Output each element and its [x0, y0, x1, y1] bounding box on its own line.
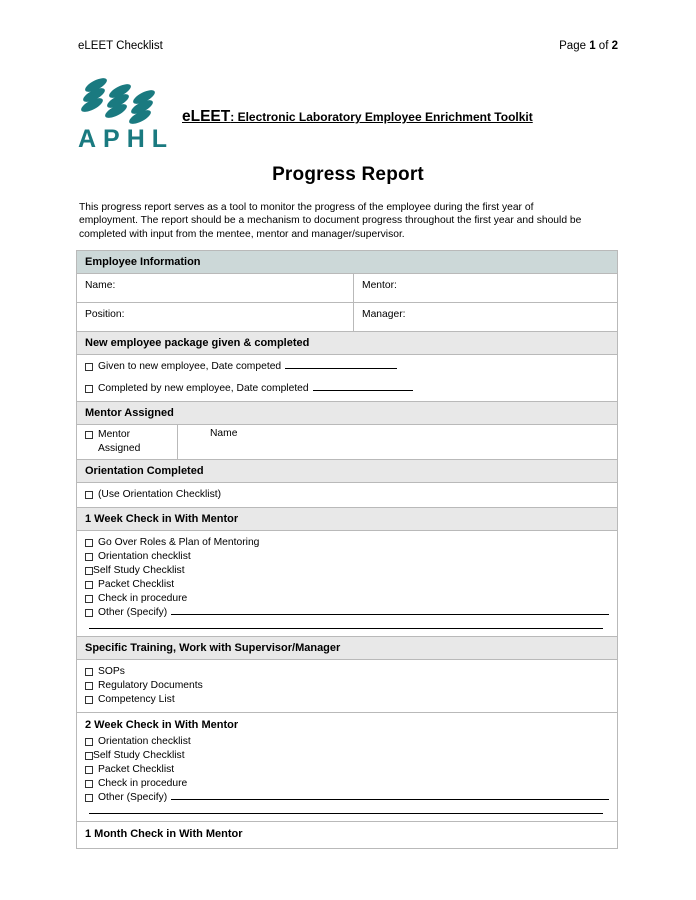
section-header-new-employee-package: New employee package given & completed — [77, 332, 617, 355]
checkbox-row[interactable] — [85, 536, 609, 550]
field-mentor[interactable]: Mentor: — [362, 280, 397, 291]
checkbox-label: Orientation checklist — [98, 736, 191, 747]
checkbox-label: Self Study Checklist — [93, 750, 185, 761]
checkbox-row[interactable] — [85, 550, 609, 564]
checkbox-row[interactable] — [85, 763, 609, 777]
section-header-mentor-assigned: Mentor Assigned — [77, 402, 617, 425]
checkbox-row[interactable] — [77, 425, 178, 459]
page-title: Progress Report — [272, 164, 424, 185]
mentor-name-field[interactable]: Name — [210, 428, 238, 439]
checkbox-label: Check in procedure — [98, 778, 188, 789]
checkbox-icon[interactable] — [85, 752, 93, 760]
field-manager[interactable]: Manager: — [362, 309, 406, 320]
blank-write-in-line[interactable] — [89, 628, 603, 629]
checkbox-label: Check in procedure — [98, 593, 188, 604]
checkbox-label: Other (Specify) — [98, 607, 168, 618]
checkbox-row-inner[interactable] — [85, 428, 172, 456]
checkbox-icon[interactable] — [85, 567, 93, 575]
section-body-new-employee-package — [77, 355, 617, 402]
checkbox-row[interactable] — [85, 592, 609, 606]
intro-paragraph: This progress report serves as a tool to monitor the progress of the employee during the first year of employment. The report should be a mechanism to document progress throughout the first year and should be completed with input from the mentee, mentor and manager/supervisor. — [79, 202, 582, 240]
section-header-orientation-completed: Orientation Completed — [77, 460, 617, 483]
checkbox-row[interactable] — [85, 749, 609, 763]
section-header-one-week-check-in: 1 Week Check in With Mentor — [77, 508, 617, 531]
checkbox-label: Other (Specify) — [98, 792, 168, 803]
header-left-title: eLEET Checklist — [78, 40, 163, 52]
checkbox-icon[interactable] — [85, 696, 93, 704]
section-body-orientation-completed — [77, 483, 617, 508]
field-position[interactable]: Position: — [77, 303, 354, 331]
checkbox-row[interactable] — [85, 735, 609, 749]
toolkit-title-acronym: eLEET — [182, 108, 231, 125]
checkbox-row[interactable] — [85, 693, 609, 707]
page-number — [559, 40, 618, 52]
checkbox-row[interactable] — [85, 606, 609, 620]
section-body-specific-training — [77, 660, 617, 713]
checkbox-icon[interactable] — [85, 363, 93, 371]
toolkit-title — [182, 108, 533, 126]
checkbox-label: Go Over Roles & Plan of Mentoring — [98, 537, 260, 548]
checkbox-label: Self Study Checklist — [93, 565, 185, 576]
document-header — [78, 40, 618, 52]
checkbox-row[interactable] — [85, 488, 609, 502]
checkbox-icon[interactable] — [85, 668, 93, 676]
checkbox-icon[interactable] — [85, 581, 93, 589]
checkbox-row[interactable] — [85, 777, 609, 791]
aphl-wordmark: APHL — [78, 125, 175, 153]
date-blank-line[interactable] — [313, 382, 413, 391]
checkbox-icon[interactable] — [85, 738, 93, 746]
checkbox-label: Completed by new employee, Date completed — [98, 383, 309, 394]
checkbox-icon[interactable] — [85, 609, 93, 617]
checkbox-row[interactable] — [85, 382, 609, 396]
checkbox-label: Packet Checklist — [98, 579, 175, 590]
section-body-one-week-check-in — [77, 531, 617, 637]
checkbox-row[interactable] — [85, 665, 609, 679]
brand-band — [78, 78, 636, 153]
section-header-employee-information: Employee Information — [77, 251, 617, 274]
checkbox-icon[interactable] — [85, 794, 93, 802]
checkbox-icon[interactable] — [85, 553, 93, 561]
section-header-specific-training: Specific Training, Work with Supervisor/Manager — [77, 637, 617, 660]
date-blank-line[interactable] — [285, 360, 397, 369]
checkbox-label: Given to new employee, Date competed — [98, 361, 282, 372]
table-row — [77, 274, 617, 303]
progress-report-form — [76, 250, 618, 849]
checkbox-row[interactable] — [85, 578, 609, 592]
section-body-two-week-check-in — [77, 733, 617, 822]
checkbox-label: (Use Orientation Checklist) — [98, 489, 222, 500]
checkbox-row[interactable] — [85, 564, 609, 578]
page-total: 2 — [611, 40, 618, 52]
toolkit-title-expansion: : Electronic Laboratory Employee Enrichment Toolkit — [230, 110, 533, 124]
checkbox-icon[interactable] — [85, 682, 93, 690]
checkbox-icon[interactable] — [85, 431, 93, 439]
table-row — [77, 303, 617, 332]
checkbox-label: Competency List — [98, 694, 175, 705]
checkbox-icon[interactable] — [85, 385, 93, 393]
checkbox-label: Orientation checklist — [98, 551, 191, 562]
checkbox-label: Packet Checklist — [98, 764, 175, 775]
checkbox-row[interactable] — [85, 360, 609, 374]
page-current: 1 — [589, 40, 596, 52]
page-label: Page — [559, 40, 586, 52]
page-of-label: of — [598, 40, 609, 52]
section-header-two-week-check-in: 2 Week Check in With Mentor — [77, 713, 617, 733]
checkbox-row[interactable] — [85, 679, 609, 693]
checkbox-icon[interactable] — [85, 766, 93, 774]
checkbox-icon[interactable] — [85, 539, 93, 547]
checkbox-icon[interactable] — [85, 780, 93, 788]
section-header-one-month-check-in: 1 Month Check in With Mentor — [77, 822, 617, 849]
other-specify-line[interactable] — [171, 791, 609, 800]
aphl-logo — [78, 78, 183, 153]
blank-write-in-line[interactable] — [89, 813, 603, 814]
other-specify-line[interactable] — [171, 606, 609, 615]
table-row — [77, 425, 617, 460]
checkbox-label: Regulatory Documents — [98, 680, 203, 691]
field-name[interactable]: Name: — [77, 274, 354, 302]
checkbox-row[interactable] — [85, 791, 609, 805]
checkbox-label: Mentor Assigned — [98, 429, 141, 454]
checkbox-label: SOPs — [98, 666, 125, 677]
checkbox-icon[interactable] — [85, 491, 93, 499]
checkbox-icon[interactable] — [85, 595, 93, 603]
